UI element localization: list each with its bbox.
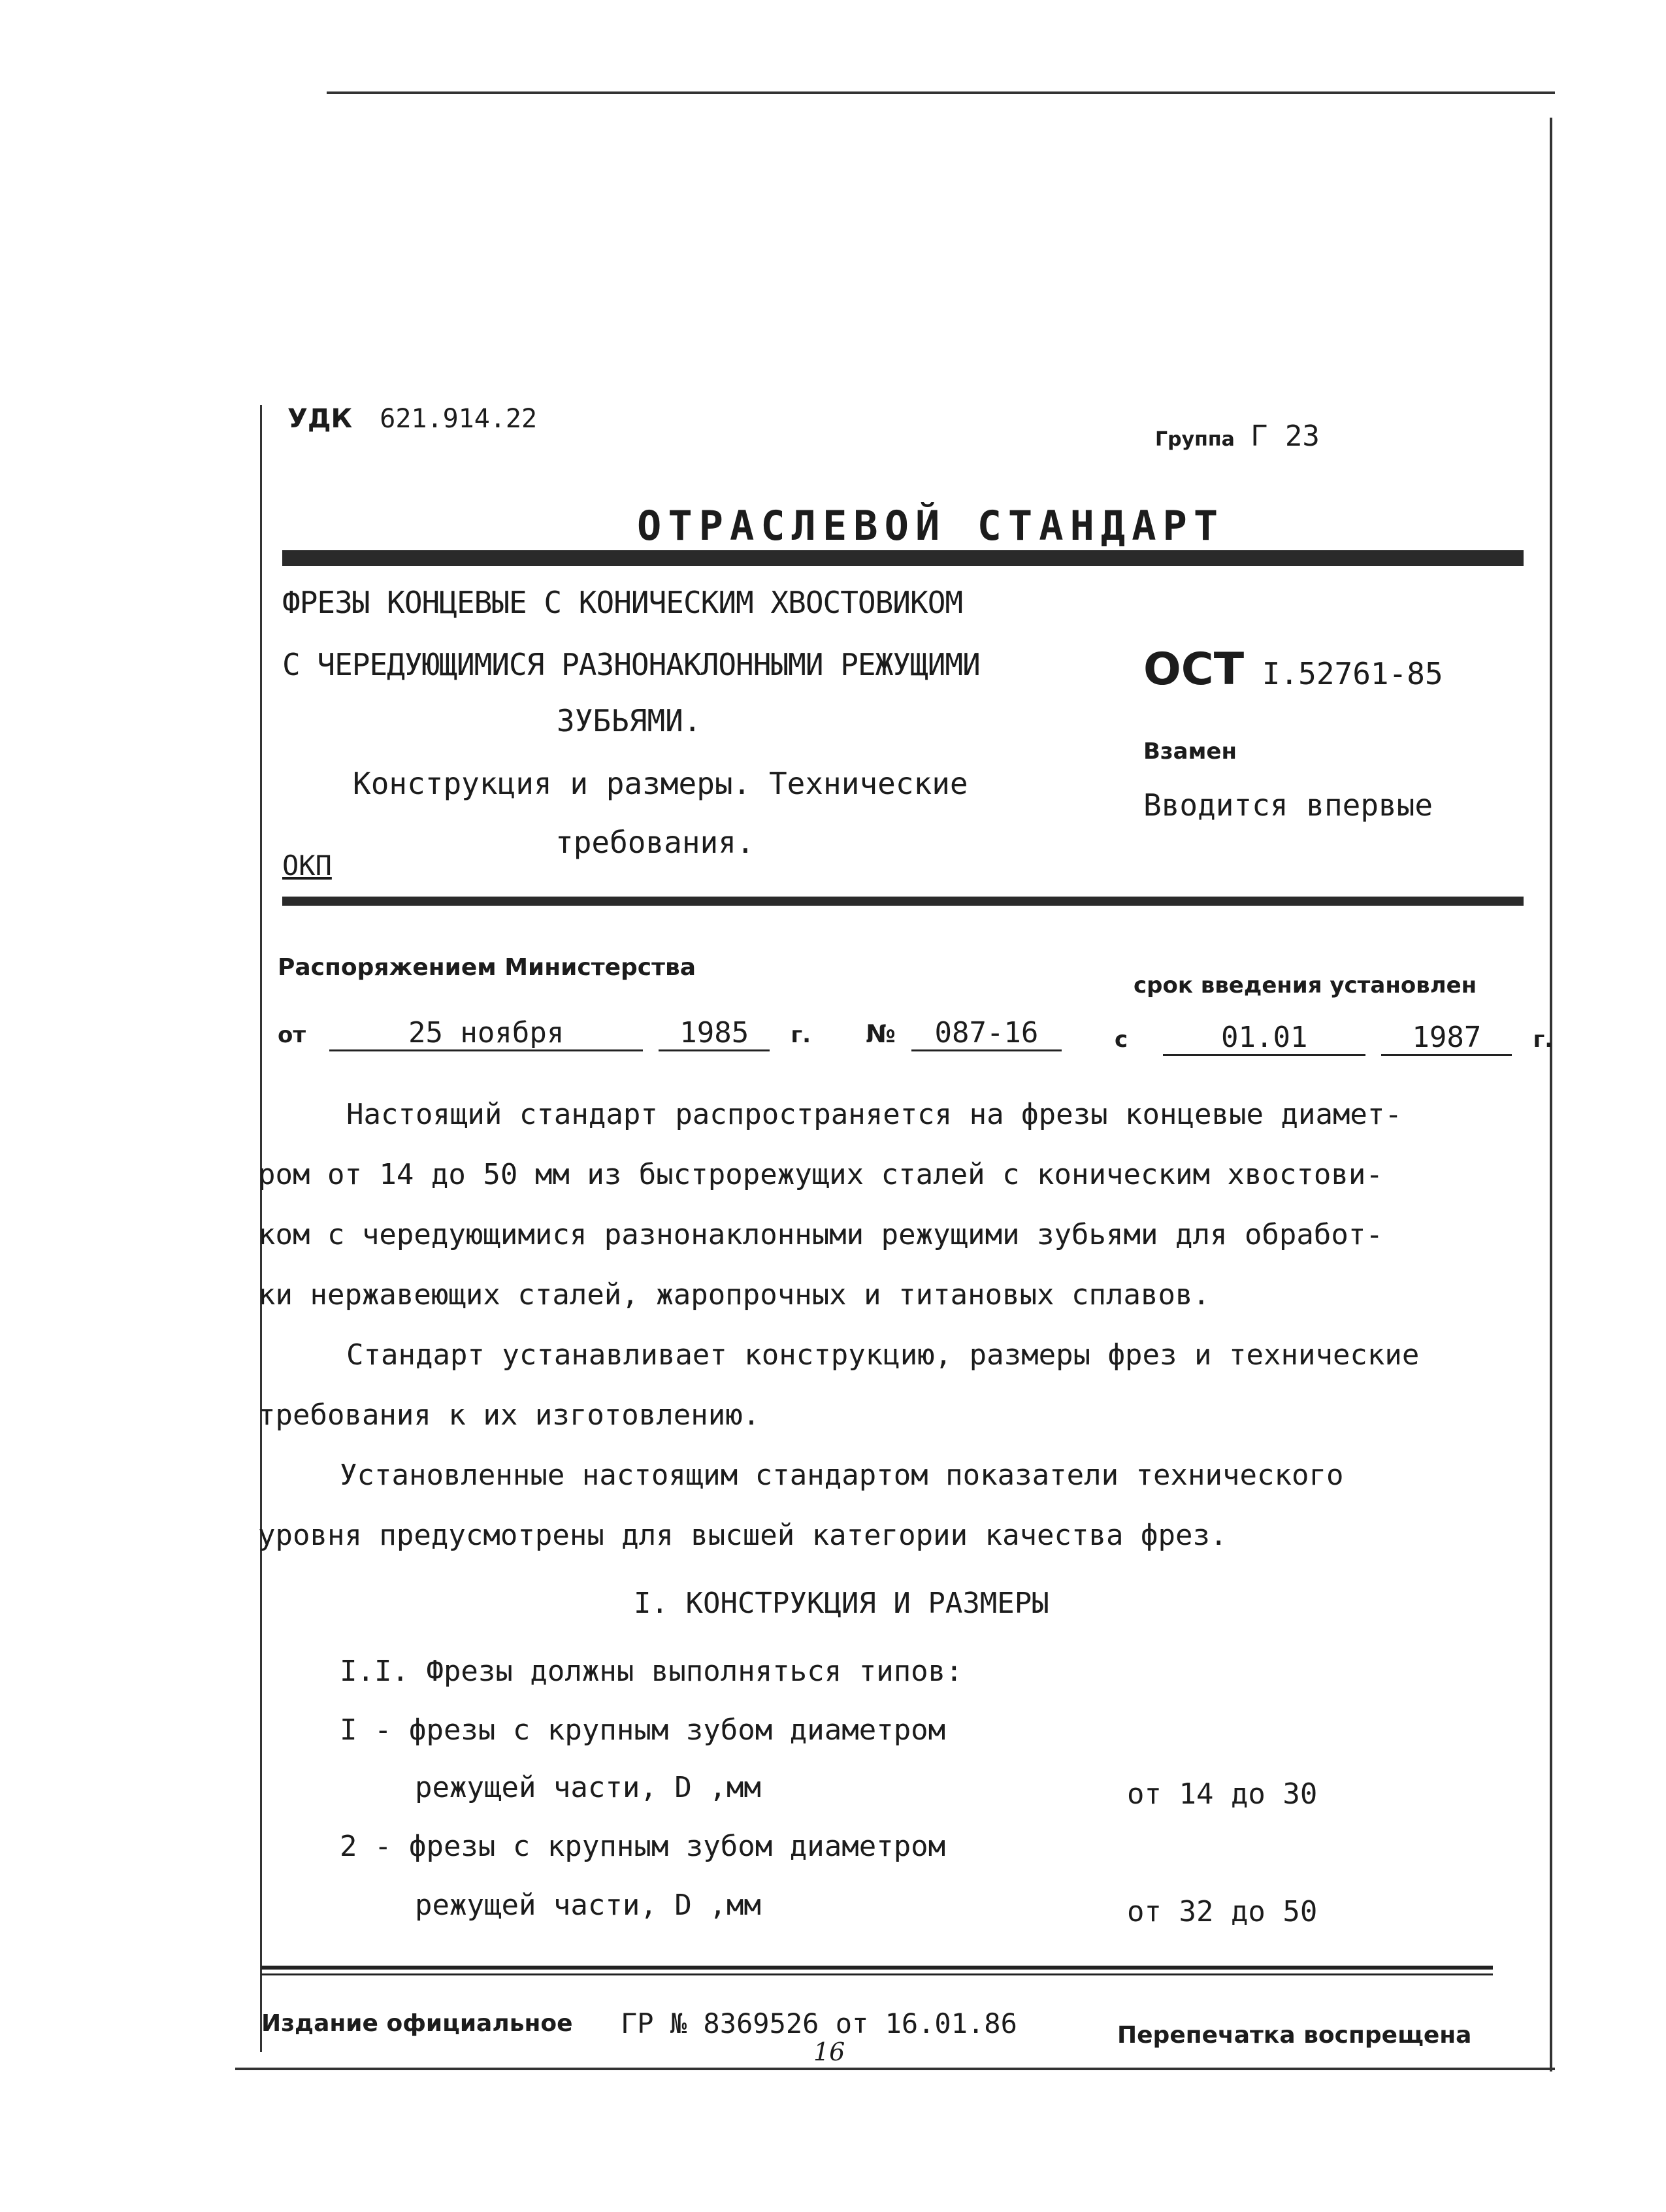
frame-bottom-line (235, 2068, 1555, 2070)
replaces-value: Вводится впервые (1143, 787, 1433, 823)
group-value: Г 23 (1250, 420, 1320, 453)
type-2-line-1: 2 - фрезы с крупным зубом диаметром (340, 1830, 946, 1863)
term-date-line (1115, 1021, 1553, 1056)
clause-1-1: I.I. Фрезы должны выполняться типов: (340, 1655, 963, 1688)
order-year: 1985 (659, 1016, 770, 1051)
section-heading: I. КОНСТРУКЦИЯ И РАЗМЕРЫ (634, 1587, 1049, 1620)
type-2-line-2: режущей части, D ,мм (415, 1889, 761, 1922)
footer-rule-2 (261, 1973, 1493, 1975)
title-bottom-rule (282, 897, 1524, 906)
group-label: Группа (1155, 428, 1235, 451)
term-label: срок введения установлен (1134, 972, 1477, 999)
paragraph-2-line-2: требования к их изготовлению. (258, 1398, 760, 1432)
paragraph-1-line-2: ром от 14 до 50 мм из быстрорежущих сталей с коническим хвостови- (258, 1158, 1383, 1191)
paragraph-1-line-3: ком с чередующимися разнонаклонными режущими зубьями для обработ- (258, 1218, 1383, 1251)
order-year-suffix: г. (791, 1022, 811, 1048)
type-2-range: от 32 до 50 (1127, 1895, 1318, 1928)
handwritten-page-number: 16 (813, 2038, 845, 2066)
udk-value: 621.914.22 (380, 404, 538, 434)
order-date: 25 ноября (329, 1016, 643, 1051)
ost-designation (1143, 644, 1443, 695)
order-label: Распоряжением Министерства (278, 954, 696, 981)
reprint-notice: Перепечатка воспрещена (1117, 2022, 1472, 2049)
paragraph-2-line-1: Стандарт устанавливает конструкцию, размеры фрез и технические (346, 1338, 1420, 1372)
paragraph-3-line-1: Установленные настоящим стандартом показатели технического (340, 1459, 1344, 1492)
from-label: от (278, 1022, 306, 1048)
ost-label: ОСТ (1143, 644, 1245, 695)
subtitle-line-1: Конструкция и размеры. Технические (353, 766, 968, 801)
title-line-1: ФРЕЗЫ КОНЦЕВЫЕ С КОНИЧЕСКИМ ХВОСТОВИКОМ (282, 585, 963, 620)
frame-right-line (1550, 118, 1552, 2072)
footer-rule-1 (261, 1966, 1493, 1970)
title-line-2: С ЧЕРЕДУЮЩИМИСЯ РАЗНОНАКЛОННЫМИ РЕЖУЩИМИ (282, 647, 980, 682)
document-kind-heading: ОТРАСЛЕВОЙ СТАНДАРТ (637, 502, 1225, 550)
group-line (1155, 420, 1320, 453)
number-label: № (866, 1019, 896, 1048)
type-1-line-1: I - фрезы с крупным зубом диаметром (340, 1713, 946, 1747)
udk-label: УДК (287, 404, 353, 434)
term-year: 1987 (1381, 1021, 1512, 1056)
type-1-line-2: режущей части, D ,мм (415, 1771, 761, 1804)
type-1-range: от 14 до 30 (1127, 1777, 1318, 1811)
udk-line (287, 404, 537, 434)
ost-number: I.52761-85 (1262, 656, 1443, 691)
order-number: 087-16 (911, 1016, 1062, 1051)
order-date-line (278, 1016, 1062, 1051)
term-date: 01.01 (1163, 1021, 1365, 1056)
registration-number: ГР № 8369526 от 16.01.86 (621, 2007, 1017, 2039)
term-year-suffix: г. (1533, 1027, 1554, 1053)
title-line-3: ЗУБЬЯМИ. (557, 703, 702, 738)
edition-label: Издание официальное (261, 2010, 573, 2037)
paragraph-1-line-1: Настоящий стандарт распространяется на фрезы концевые диамет- (346, 1098, 1402, 1131)
paragraph-1-line-4: ки нержавеющих сталей, жаропрочных и титановых сплавов. (258, 1278, 1210, 1312)
frame-top-line (327, 91, 1555, 94)
paragraph-3-line-2: уровня предусмотрены для высшей категории качества фрез. (258, 1519, 1228, 1552)
subtitle-line-2: требования. (555, 825, 755, 860)
okp-label: ОКП (282, 850, 332, 882)
replaces-label: Взамен (1143, 738, 1237, 765)
term-from-label: с (1115, 1027, 1128, 1053)
header-thick-rule (282, 550, 1524, 566)
